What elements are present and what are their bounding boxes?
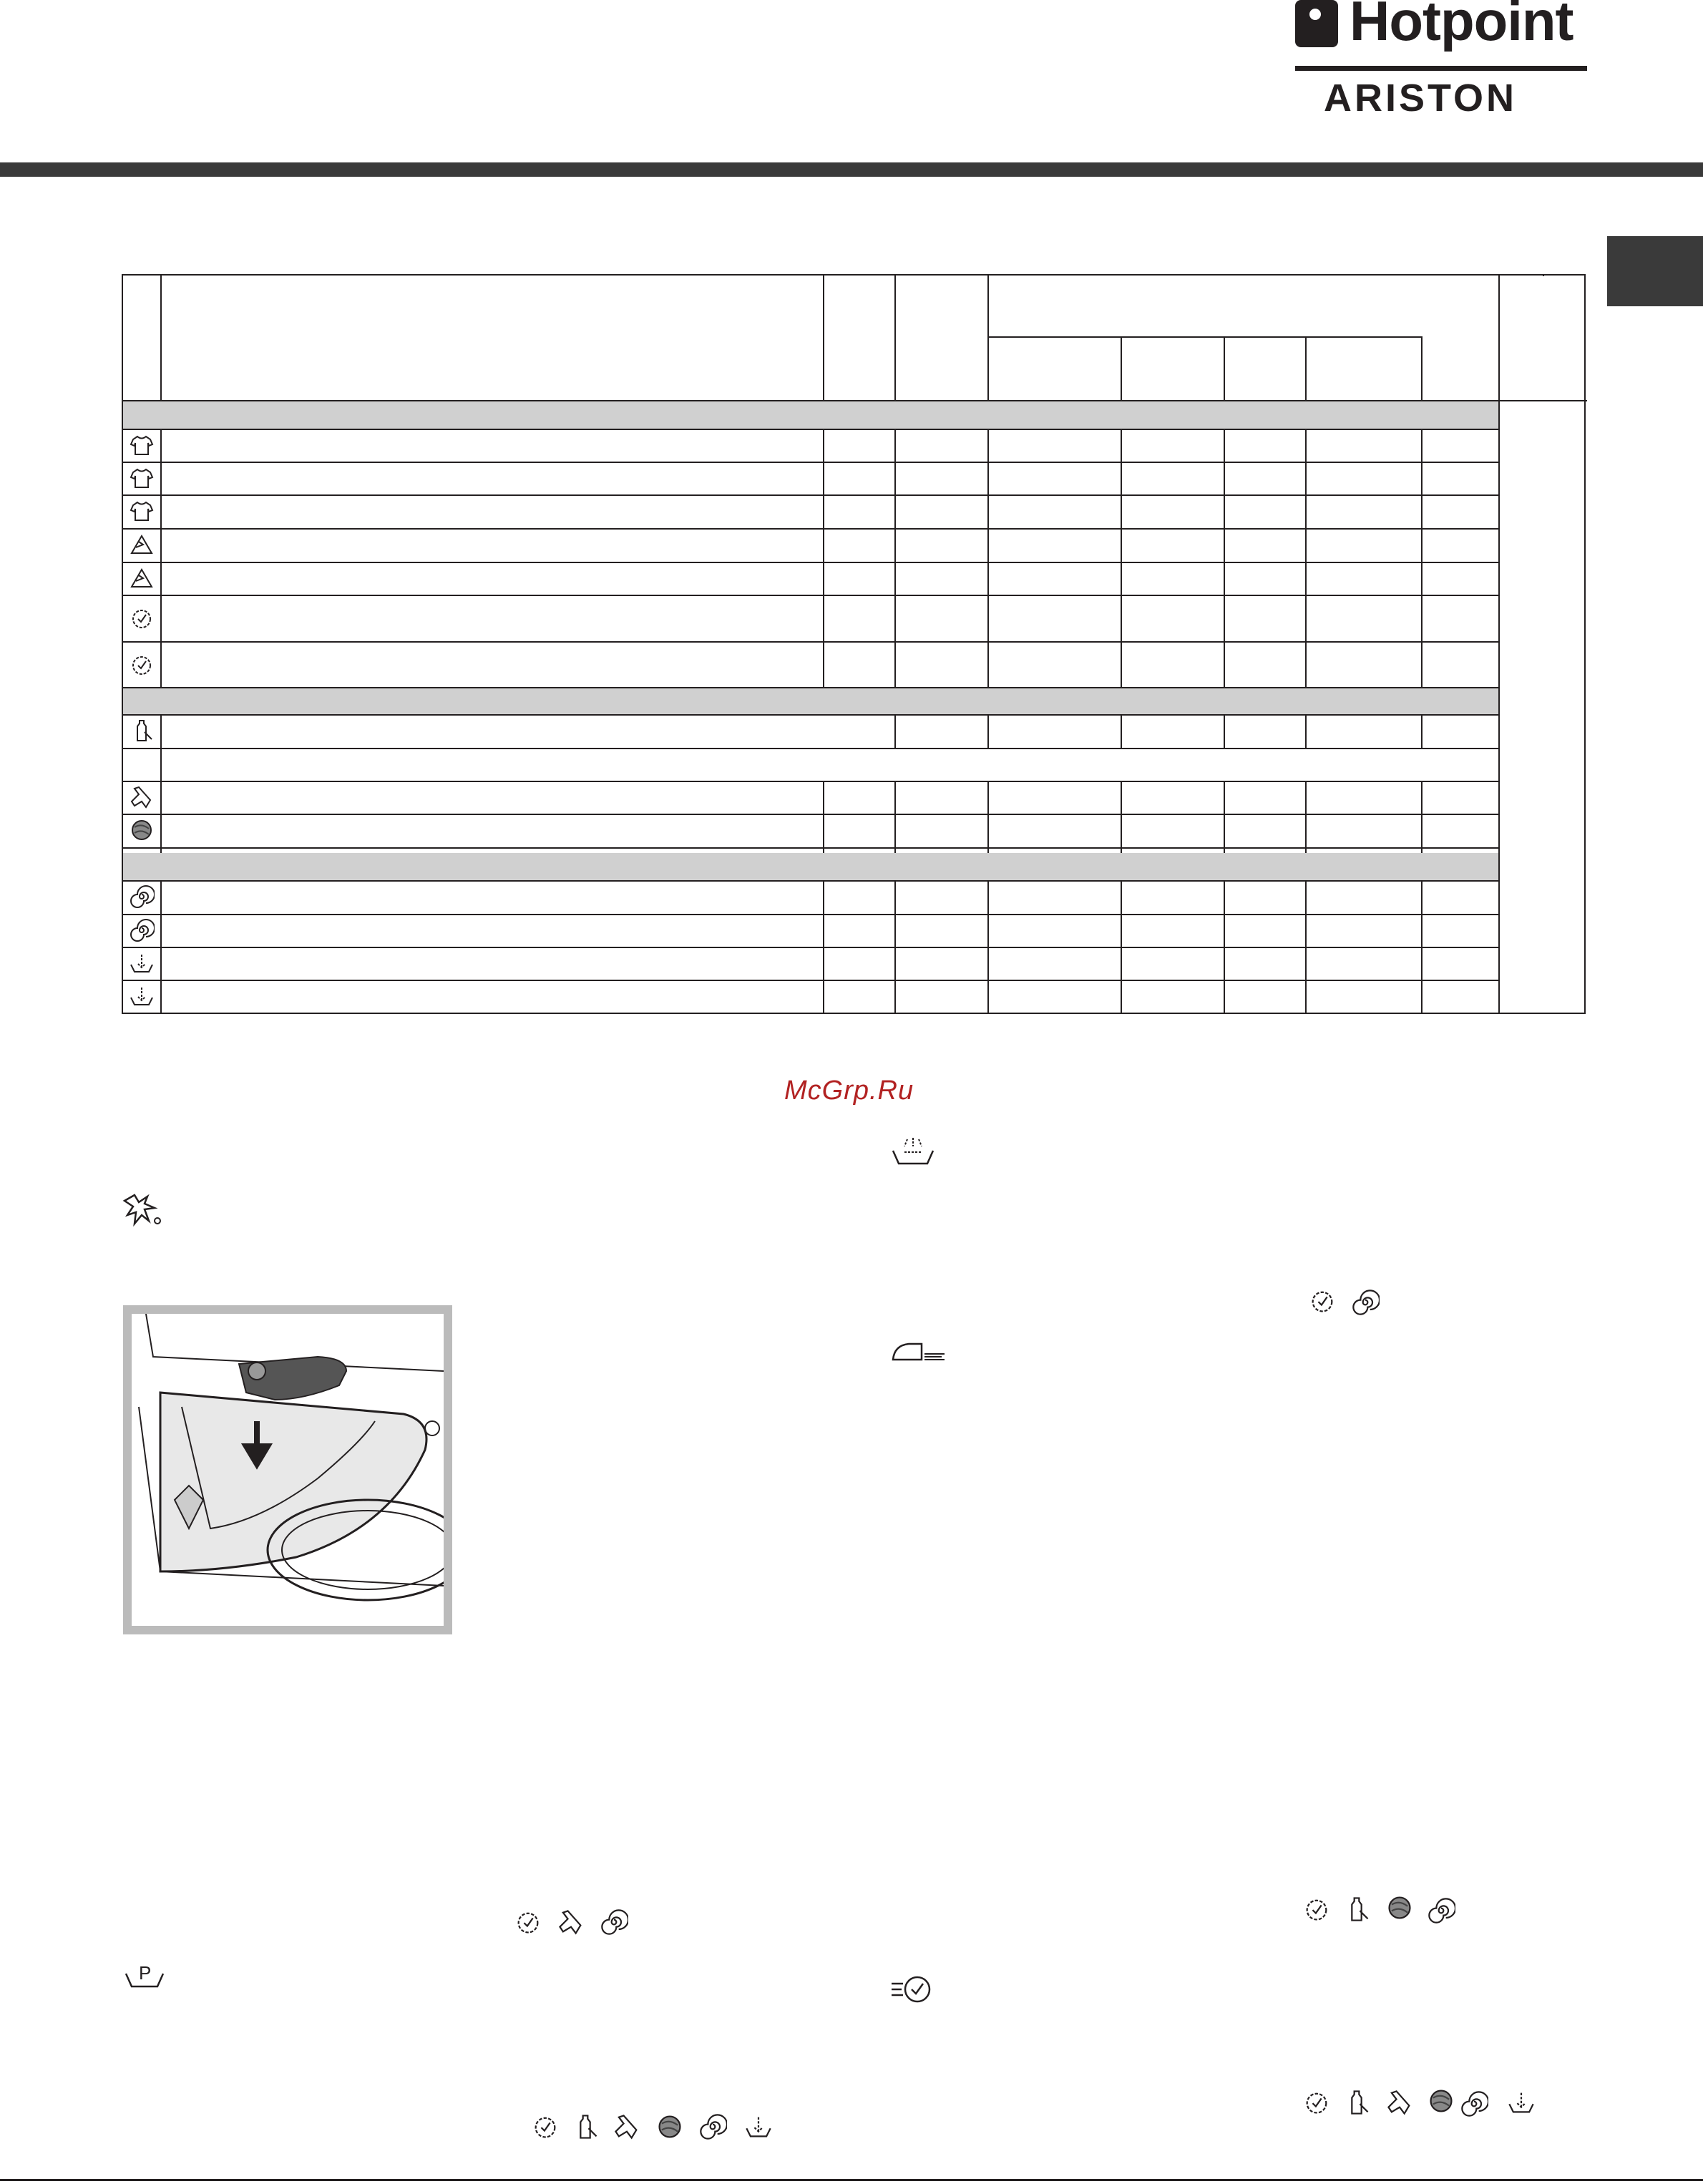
spin-icon [1427, 1896, 1455, 1929]
timer-icon [1302, 1895, 1331, 1927]
drain-icon [129, 950, 155, 976]
section-band [123, 687, 1500, 714]
timer-icon [514, 1908, 542, 1940]
drain-icon [744, 2112, 773, 2145]
wool-icon [1385, 1893, 1414, 1926]
timer-icon [129, 652, 155, 678]
watermark: McGrp.Ru [784, 1076, 914, 1106]
language-tab [1607, 236, 1703, 306]
footer-rule [0, 2179, 1703, 2181]
drain-icon [1507, 2088, 1536, 2120]
drain-icon [129, 983, 155, 1009]
wool-icon [655, 2112, 684, 2145]
spin-icon [129, 884, 155, 910]
section-band [123, 401, 1500, 429]
stain-removal-icon [120, 1194, 163, 1233]
synthetic-icon [129, 565, 155, 591]
synthetic-icon [129, 532, 155, 557]
baby-bottle-icon [1342, 1895, 1371, 1927]
spin-icon [129, 917, 155, 943]
baby-bottle-icon [129, 718, 155, 744]
spin-icon [1351, 1288, 1380, 1320]
timer-icon [1308, 1287, 1337, 1319]
baby-bottle-icon [1342, 2088, 1371, 2120]
spin-icon [698, 2112, 727, 2145]
shirt-icon [129, 432, 155, 458]
baby-bottle-icon [571, 2112, 600, 2145]
timer-icon [129, 605, 155, 631]
brand-logo-mark [1295, 0, 1338, 47]
brand-sub: ARISTON [1324, 77, 1518, 120]
easy-iron-icon [890, 1335, 947, 1370]
silk-icon [129, 784, 155, 810]
wool-icon [129, 817, 155, 843]
super-rinse-icon [890, 1136, 936, 1171]
brand-name: Hotpoint [1350, 0, 1573, 52]
silk-icon [557, 1908, 585, 1940]
programme-table [122, 274, 1586, 1014]
silk-icon [1385, 2088, 1414, 2120]
svg-text:P: P [139, 1962, 152, 1984]
shirt-icon [129, 465, 155, 491]
time-saver-icon [890, 1972, 936, 2010]
dispenser-illustration [123, 1305, 452, 1634]
timer-icon [1302, 2088, 1331, 2120]
spin-icon [1460, 2090, 1488, 2122]
section-band [123, 853, 1500, 880]
wool-icon [1427, 2087, 1455, 2119]
brand-rule [1295, 66, 1587, 71]
shirt-icon [129, 498, 155, 524]
silk-icon [613, 2112, 641, 2145]
header-bar [0, 162, 1703, 177]
timer-icon [531, 2112, 560, 2145]
prewash-icon [123, 1959, 166, 1994]
spin-icon [600, 1908, 628, 1940]
